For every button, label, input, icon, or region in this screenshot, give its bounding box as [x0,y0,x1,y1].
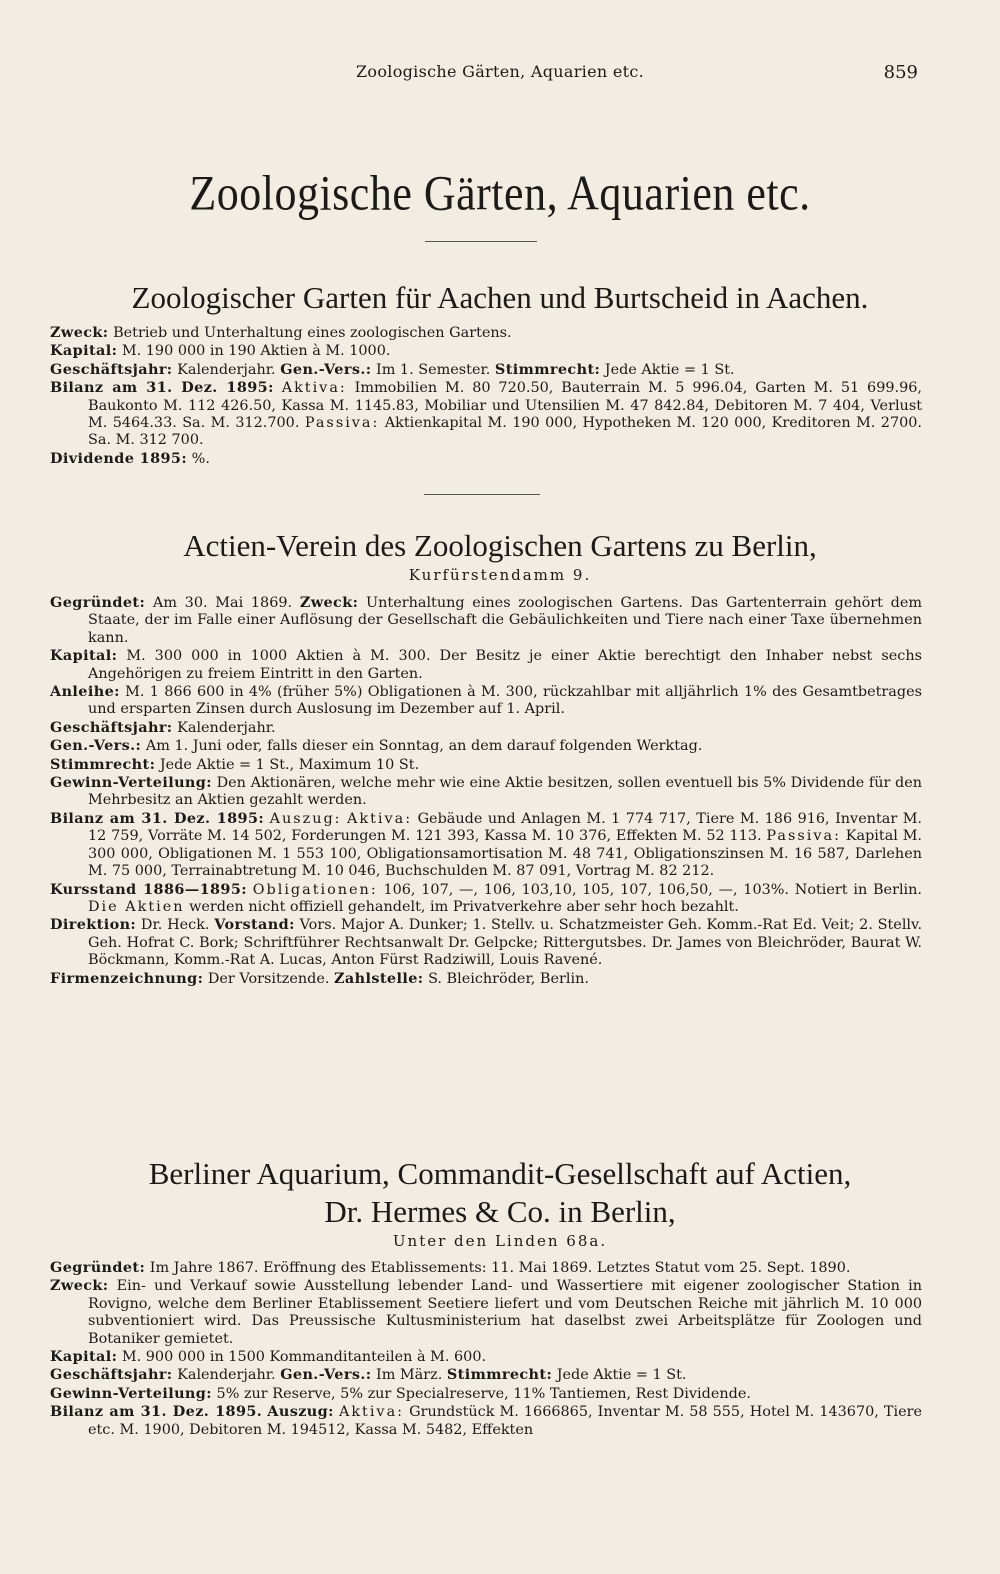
entry-paragraph [50,810,922,881]
entry-paragraph [50,774,922,810]
direktion-text: Dr. Heck. [140,917,210,934]
kapital-text: M. 300 000 in 1000 Aktien à M. 300. Der Besitz je einer Aktie berechtigt den Inhaber nebst sechs Angehörigen zu freiem Eintritt in den Garten. [88,648,922,682]
section-title-aquarium: Berliner Aquarium, Commandit-Gesellschaft auf Actien, [148,1156,852,1191]
section-title-berlin-zoo: Actien-Verein des Zoologischen Gartens zu Berlin, [183,528,817,563]
running-title: Zoologische Gärten, Aquarien etc. [356,62,644,81]
entry-paragraph [50,1259,922,1277]
page-number: 859 [883,62,918,83]
section-body-berlin-zoo [50,594,922,988]
entry-paragraph [50,1348,922,1366]
entry-paragraph [50,881,922,917]
genvers-label: Gen.-Vers.: [50,737,142,755]
anleihe-text: M. 1 866 600 in 4% (früher 5%) Obligationen à M. 300, rückzahlbar mit alljährlich 1% des Gesamtbetrages und ersparten Zinsen durch Auslosung im Dezember auf 1. April. [88,684,922,718]
main-title: Zoologische Gärten, Aquarien etc. [189,166,811,221]
stimmrecht-label: Stimmrecht: [50,755,156,773]
gegruendet-text: Am 30. Mai 1869. [152,595,293,611]
kursstand-text: 106, 107, —, 106, 103,10, 105, 107, 106,50, —, 103%. Notiert in Berlin. [383,881,923,898]
stimmrecht-label: Stimmrecht: [494,360,601,378]
kapital-label: Kapital: [50,1348,118,1366]
anleihe-label: Anleihe: [50,683,120,701]
entry-paragraph [50,1385,922,1403]
kapital-label: Kapital: [50,342,118,360]
entry-paragraph [50,361,922,379]
passiva-text: Aktienkapital M. 190 000, Hypotheken M. 120 000, Kreditoren M. 2700. Sa. M. 312 700. [88,415,922,449]
vorstand-label: Vorstand: [214,916,295,934]
dividende-label: Dividende 1895: [50,449,188,467]
firmenzeichnung-label: Firmenzeichnung: [50,969,204,987]
entry-paragraph [50,1403,922,1439]
zweck-text: Ein- und Verkauf sowie Ausstellung lebender Land- und Wassertiere mit eigener zoologischer Station in Rovigno, welche dem Berliner Etablissement Seetiere liefert und vom Deutschen Reiche mit jährlich M. 10 000 subventioniert wird. Das Preussische Kultusministerium hat daselbst zwei Arbeitsplätze für Zoologen und Botaniker gemietet. [88,1278,922,1347]
gegruendet-text: Im Jahre 1867. Eröffnung des Etablissements: 11. Mai 1869. Letztes Statut vom 25. Sept. 1890. [149,1260,851,1276]
entry-paragraph [50,916,922,969]
aktiva-text: Grundstück M. 1666865, Inventar M. 58 555, Hotel M. 143670, Tiere etc. M. 1900, Debitoren M. 194512, Kassa M. 5482, Effekten [88,1404,923,1438]
running-head [0,62,1000,86]
zahlstelle-text: S. Bleichröder, Berlin. [428,970,589,987]
geschaeftsjahr-text: Kalenderjahr. [177,719,276,736]
entry-paragraph [50,1366,922,1384]
passiva-text: Kapital M. 300 000, Obligationen M. 1 553 100, Obligationsamortisation M. 48 741, Obligationszinsen M. 16 587, Darlehen M. 75 000, Terrainabtretung M. 10 046, Buchschulden M. 87 091, Vortrag M. 82 212. [88,828,923,880]
kursstand-label: Kursstand 1886—1895: [50,880,247,898]
entry-paragraph [50,737,922,755]
gewinn-label: Gewinn-Verteilung: [50,1384,212,1402]
auszug-label: Auszug: [267,1403,334,1421]
gewinn-text: Den Aktionären, welche mehr wie eine Aktie besitzen, sollen eventuell bis 5% Dividende für den Mehrbesitz an Aktien gezahlt werden. [88,775,922,809]
entry-paragraph [50,683,922,719]
aktiva-label: Aktiva: [347,810,413,827]
zweck-label: Zweck: [50,324,109,341]
firmenzeichnung-text: Der Vorsitzende. [207,970,330,987]
entry-paragraph [50,756,922,774]
kapital-label: Kapital: [50,647,118,665]
entry-paragraph [50,342,922,360]
genvers-label: Gen.-Vers.: [280,360,372,378]
stimmrecht-text: Jede Aktie = 1 St., Maximum 10 St. [159,756,420,773]
section-body-aquarium [50,1259,922,1439]
genvers-text: Im 1. Semester. [376,361,491,378]
gegruendet-label: Gegründet: [50,1259,146,1276]
genvers-text: Im März. [376,1367,443,1384]
entry-paragraph [50,719,922,737]
entry-paragraph [50,379,922,450]
zweck-label: Zweck: [50,1277,109,1295]
geschaeftsjahr-label: Geschäftsjahr: [50,1366,173,1384]
stimmrecht-text: Jede Aktie = 1 St. [604,361,735,378]
geschaeftsjahr-label: Geschäftsjahr: [50,360,173,378]
zweck-text: Betrieb und Unterhaltung eines zoologischen Gartens. [113,325,512,341]
geschaeftsjahr-text: Kalenderjahr. [177,361,276,378]
section-title-aquarium-line2: Dr. Hermes & Co. in Berlin, [324,1194,676,1229]
title-divider [425,241,537,242]
bilanz-label: Bilanz am 31. Dez. 1895: [50,379,274,397]
section-address-berlin-zoo: Kurfürstendamm 9. [408,566,592,584]
entry-paragraph [50,324,922,342]
stimmrecht-text: Jede Aktie = 1 St. [556,1367,687,1384]
passiva-label: Passiva: [766,828,841,845]
vorstand-text: Vors. Major A. Dunker; 1. Stellv. u. Schatzmeister Geh. Komm.-Rat Ed. Veit; 2. Stellv. Geh. Hofrat C. Bork; Schriftführer Rechtsanwalt Dr. Gelpcke; Rittergutsbes. Dr. James von Bleichröder, Baurat W. Böckmann, Komm.-Rat A. Lucas, Anton Fürst Radziwill, Louis Ravené. [88,917,923,969]
passiva-label: Passiva: [304,415,380,432]
zweck-text: Unterhaltung eines zoologischen Gartens. Das Gartenterrain gehört dem Staate, der im Falle einer Auflösung der Gesellschaft die Gebäulichkeiten und Tiere nach einer Taxe übernehmen kann. [88,595,923,646]
dividende-text: %. [191,450,210,467]
entry-paragraph [50,594,922,647]
direktion-label: Direktion: [50,916,137,934]
gewinn-label: Gewinn-Verteilung: [50,774,212,792]
section-body-aachen [50,324,922,468]
bilanz-label: Bilanz am 31. Dez. 1895. [50,1403,263,1421]
section-divider [424,494,540,495]
entry-paragraph [50,1277,922,1348]
aktiva-text: Immobilien M. 80 720.50, Bauterrain M. 5 996.04, Garten M. 51 699.96, Baukonto M. 112 426.50, Kassa M. 1145.83, Mobiliar und Utensilien M. 47 842.84, Debitoren M. 7 404, Verlust M. 5464.33. Sa. M. 312.700. [88,380,922,432]
obligationen-label: Obligationen: [252,881,378,898]
stimmrecht-label: Stimmrecht: [446,1366,553,1384]
bilanz-label: Bilanz am 31. Dez. 1895: [50,809,265,827]
aktiva-label: Aktiva: [338,1404,404,1421]
kapital-text: M. 190 000 in 190 Aktien à M. 1000. [121,343,391,360]
aktiva-label: Aktiva: [281,380,347,397]
genvers-text: Am 1. Juni oder, falls dieser ein Sonntag, an dem darauf folgenden Werktag. [145,738,703,755]
kursstand-text-2: werden nicht offiziell gehandelt, im Privatverkehre aber sehr hoch bezahlt. [189,898,739,915]
entry-paragraph [50,647,922,683]
geschaeftsjahr-text: Kalenderjahr. [177,1367,276,1384]
gewinn-text: 5% zur Reserve, 5% zur Specialreserve, 11% Tantiemen, Rest Dividende. [216,1385,751,1402]
geschaeftsjahr-label: Geschäftsjahr: [50,718,173,736]
section-address-aquarium: Unter den Linden 68a. [392,1232,608,1250]
aktien-label: Die Aktien [88,898,185,915]
gegruendet-label: Gegründet: [50,594,146,611]
kapital-text: M. 900 000 in 1500 Kommanditanteilen à M. 600. [121,1349,487,1366]
aktiva-text: Gebäude und Anlagen M. 1 774 717, Tiere M. 186 916, Inventar M. 12 759, Vorräte M. 14 502, Forderungen M. 121 393, Kassa M. 10 376, Effekten M. 52 113. [88,810,923,845]
entry-paragraph [50,450,922,468]
section-title-aachen: Zoologischer Garten für Aachen und Burtscheid in Aachen. [131,280,869,315]
zweck-label: Zweck: [299,594,359,611]
entry-paragraph [50,970,922,988]
zahlstelle-label: Zahlstelle: [334,969,424,987]
auszug-label: Auszug: [269,810,342,827]
genvers-label: Gen.-Vers.: [280,1366,372,1384]
